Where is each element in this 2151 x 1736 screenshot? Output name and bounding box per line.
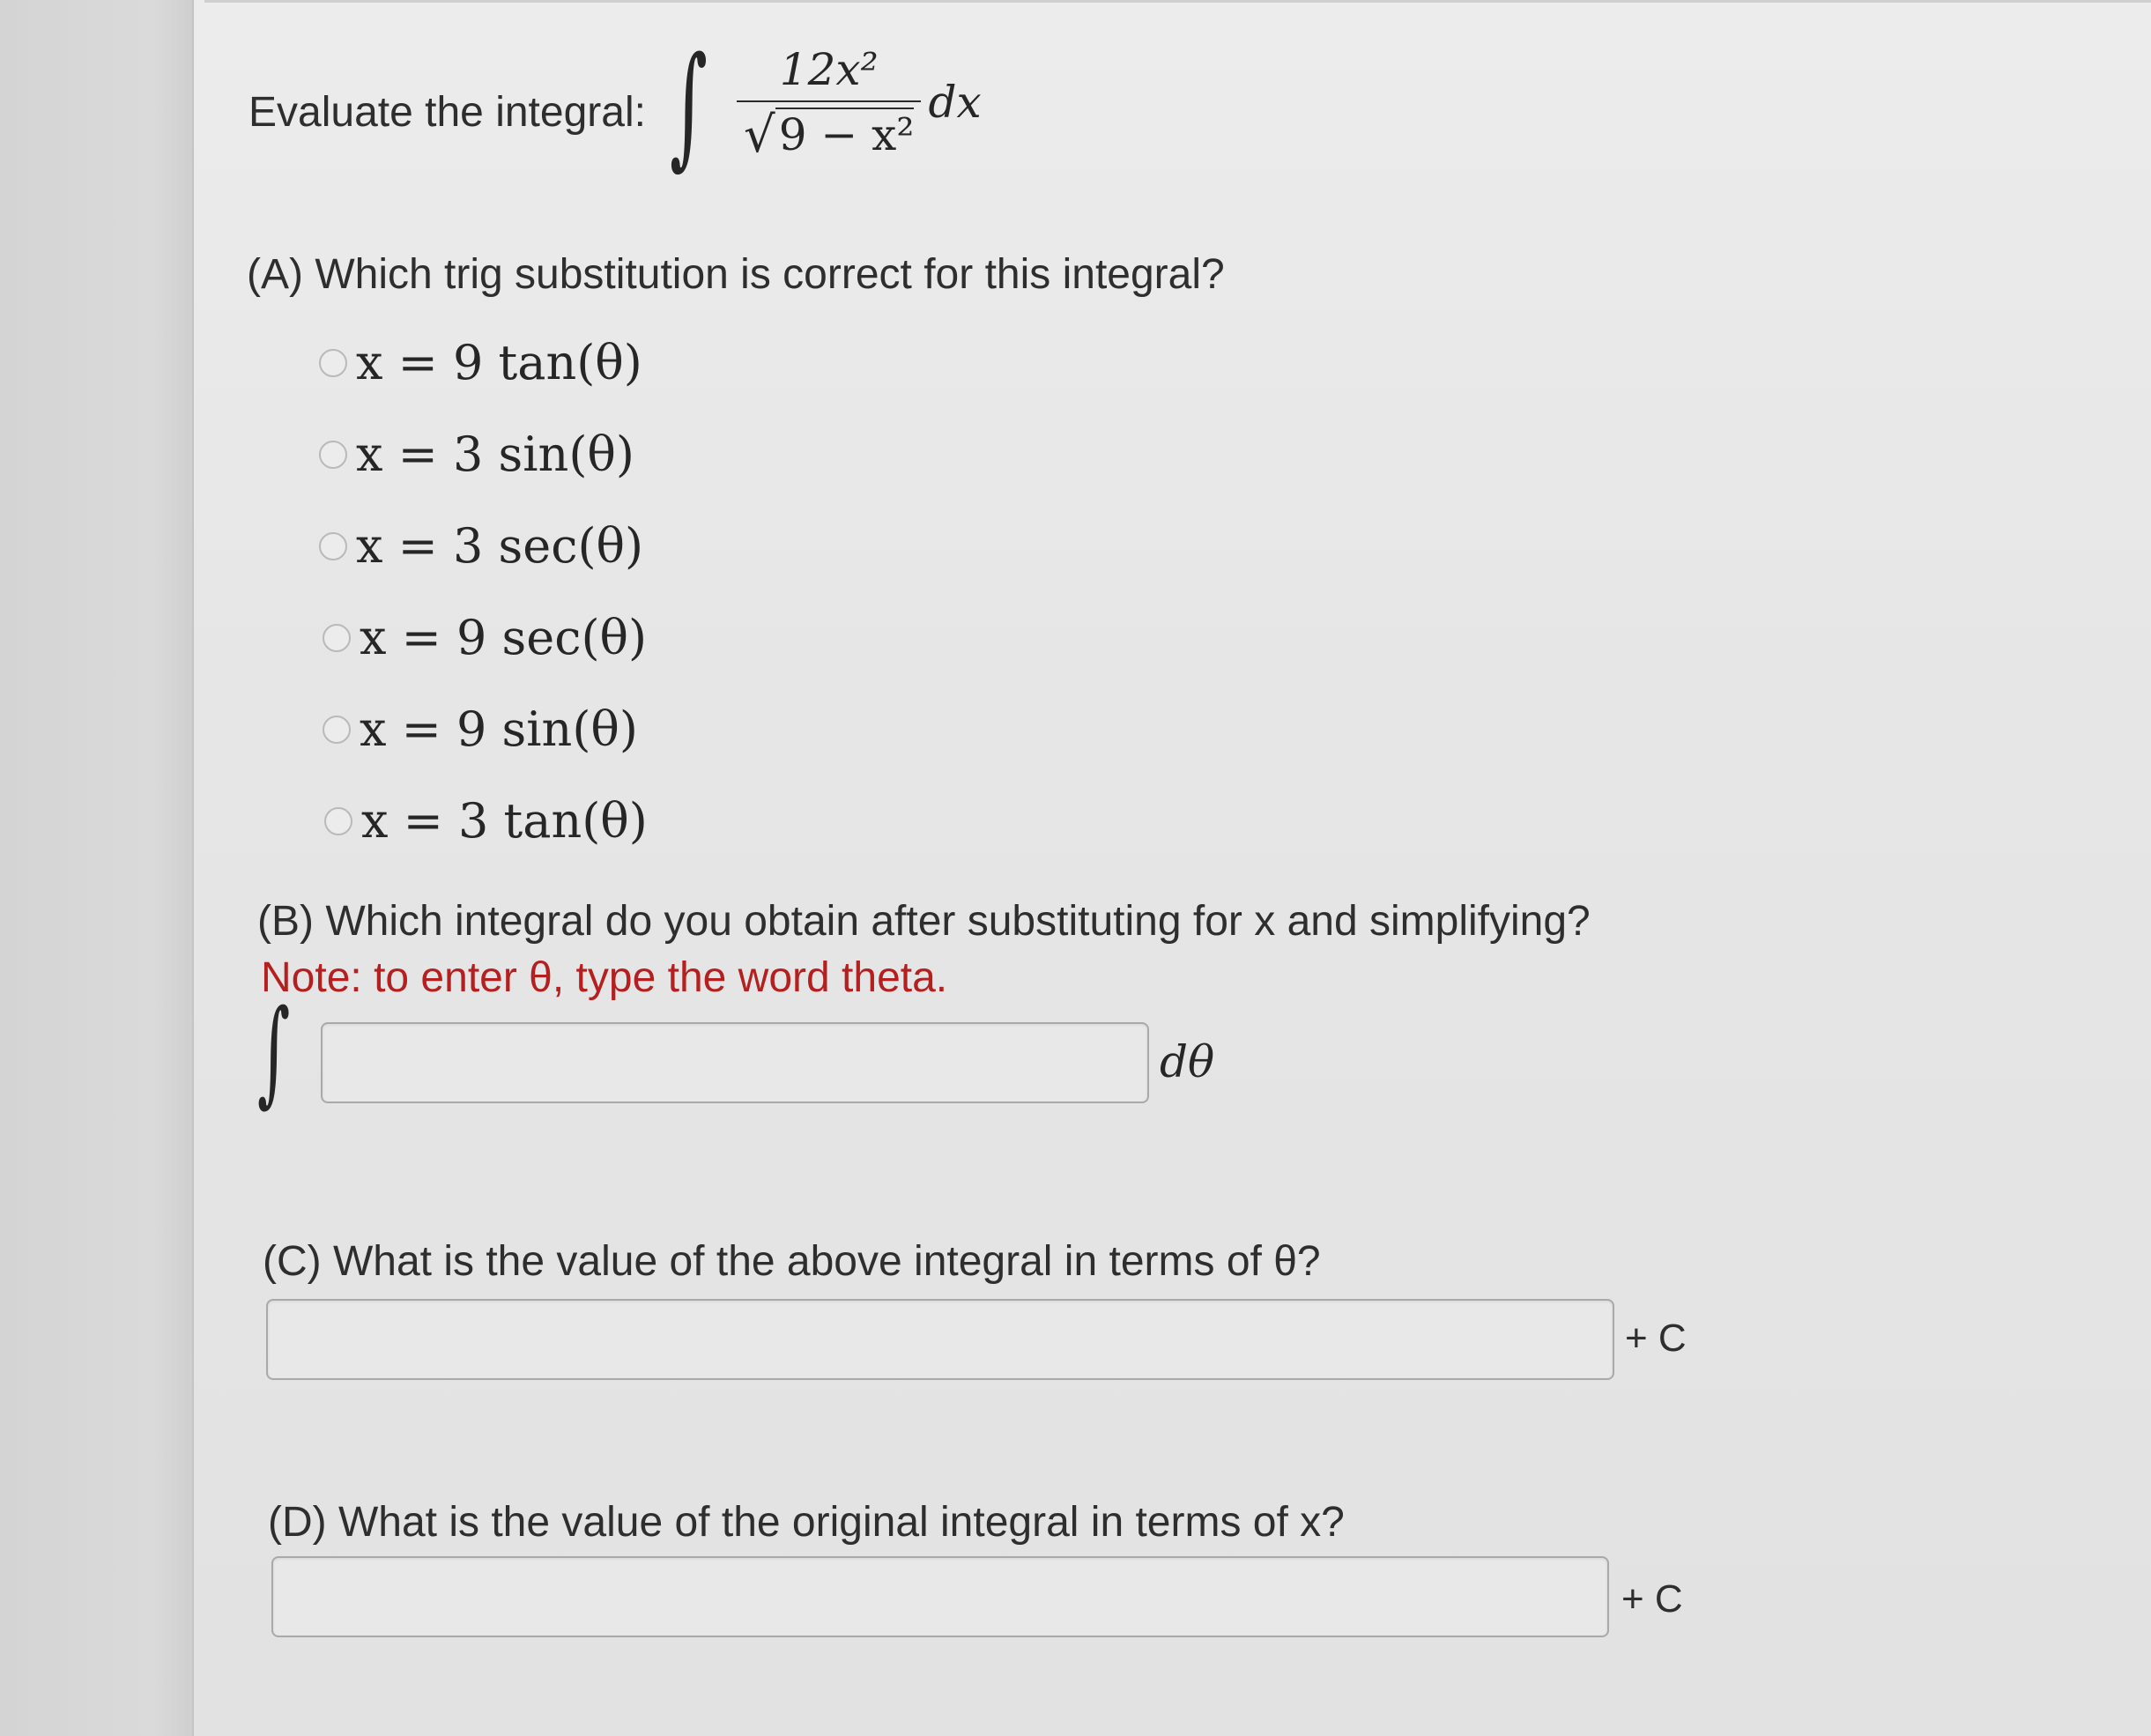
option-6[interactable] (324, 793, 648, 849)
option-4[interactable] (323, 610, 647, 665)
part-b-question: (B) Which integral do you obtain after substituting for x and simplifying? (257, 898, 1591, 945)
option-1-radio[interactable] (319, 349, 347, 377)
part-a-question: (A) Which trig substitution is correct for this integral? (247, 251, 1225, 298)
left-margin-strip (0, 0, 194, 1736)
option-2[interactable] (319, 427, 634, 482)
option-4-label: x = 9 sec(θ) (360, 610, 648, 665)
option-1-label: x = 9 tan(θ) (356, 335, 642, 390)
sqrt-symbol: √ (744, 107, 775, 164)
problem-prompt: Evaluate the integral: (248, 89, 646, 136)
option-6-label: x = 3 tan(θ) (361, 793, 648, 849)
option-5-label: x = 9 sin(θ) (360, 701, 638, 757)
part-d-answer-input[interactable] (271, 1556, 1609, 1637)
part-d-suffix: + C (1621, 1577, 1683, 1621)
part-b-note: Note: to enter θ, type the word theta. (261, 954, 948, 1001)
option-5-radio[interactable] (323, 716, 351, 744)
part-d-question: (D) What is the value of the original integral in terms of x? (268, 1499, 1345, 1546)
part-b-suffix: dθ (1160, 1036, 1215, 1087)
option-1[interactable] (319, 335, 642, 390)
integral-sign: ∫ (670, 29, 708, 182)
part-c-suffix: + C (1625, 1317, 1687, 1360)
integrand-fraction (737, 44, 982, 164)
option-2-radio[interactable] (319, 441, 347, 469)
part-c-answer-input[interactable] (266, 1299, 1614, 1380)
option-3-radio[interactable] (319, 532, 347, 560)
top-divider (204, 0, 2151, 3)
differential-dx: dx (928, 77, 982, 128)
part-b-answer-input[interactable] (321, 1022, 1149, 1103)
option-3-label: x = 3 sec(θ) (356, 518, 644, 574)
option-4-radio[interactable] (323, 624, 351, 652)
option-3[interactable] (319, 518, 643, 574)
option-6-radio[interactable] (324, 807, 352, 835)
integrand-numerator: 12x² (779, 44, 879, 95)
part-c-question: (C) What is the value of the above integral in terms of θ? (263, 1238, 1321, 1285)
denominator-radicand: 9 − x² (775, 108, 915, 160)
integrand-denominator (737, 102, 921, 164)
option-2-label: x = 3 sin(θ) (356, 427, 634, 482)
part-b-integral-sign: ∫ (257, 984, 291, 1118)
option-5[interactable] (323, 701, 638, 757)
